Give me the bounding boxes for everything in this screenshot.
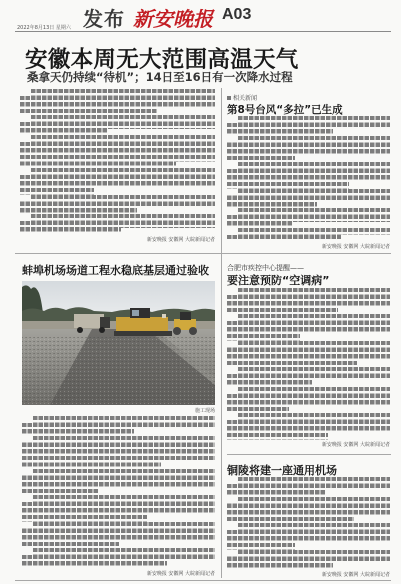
body-paragraph [22,522,215,548]
footer-rule [15,580,391,581]
related-body [227,116,390,241]
body-paragraph [227,189,390,209]
section-title: 发布 [83,7,125,31]
body-paragraph [20,115,215,135]
body-paragraph [227,341,390,367]
body-paragraph [227,208,390,228]
airport-byline: 新安晚报 安徽网 大皖新闻记者 [146,571,215,577]
tongling-byline: 新安晚报 安徽网 大皖新闻记者 [321,572,390,578]
body-paragraph [227,116,390,136]
construction-photo-image [22,281,215,405]
section-rule [15,253,391,254]
body-paragraph [227,136,390,162]
column-divider [221,88,222,578]
body-paragraph [227,228,390,241]
airport-headline: 蚌埠机场场道工程水稳底基层通过验收 [22,264,209,277]
body-paragraph [227,497,390,523]
related-byline: 新安晚报 安徽网 大皖新闻记者 [321,244,390,250]
lead-body [20,89,215,234]
body-paragraph [20,89,215,115]
newspaper-brand-logo: 新安晚报 [133,7,213,31]
related-news-label-text: 相关新闻 [233,95,258,102]
body-paragraph [227,162,390,188]
tongling-body [227,477,390,569]
health-body [227,288,390,440]
body-paragraph [22,436,215,469]
masthead-rule [15,31,391,32]
body-paragraph [227,387,390,413]
health-kicker: 合肥市疾控中心提醒—— [227,264,304,272]
related-headline: 第8号台风“多拉”已生成 [227,104,343,116]
lead-subheadline: 桑拿天仍持续“待机”；14日至16日有一次降水过程 [27,70,293,84]
body-paragraph [20,195,215,215]
square-marker-icon [227,96,231,100]
body-paragraph [227,550,390,570]
construction-photo [22,281,215,405]
page-number: A03 [222,6,252,23]
body-paragraph [227,314,390,340]
date-line: 2022年8月13日 星期六 [17,25,71,31]
body-paragraph [20,135,215,168]
health-headline: 要注意预防“空调病” [227,274,330,287]
story-separator [227,454,391,455]
body-paragraph [227,523,390,549]
related-news-label [227,93,257,102]
body-paragraph [22,416,215,436]
body-paragraph [22,469,215,495]
body-paragraph [227,413,390,439]
gravel-texture [22,336,215,405]
body-paragraph [20,214,215,234]
lead-headline: 安徽本周无大范围高温天气 [25,47,299,73]
lead-byline: 新安晚报 安徽网 大皖新闻记者 [146,237,215,243]
body-paragraph [227,288,390,314]
health-byline: 新安晚报 安徽网 大皖新闻记者 [321,442,390,448]
tongling-headline: 铜陵将建一座通用机场 [227,464,337,477]
photo-caption: 施工现场 [194,408,215,414]
body-paragraph [22,495,215,521]
body-paragraph [227,477,390,497]
airport-body [22,416,215,568]
body-paragraph [22,548,215,568]
body-paragraph [20,168,215,194]
body-paragraph [227,367,390,387]
